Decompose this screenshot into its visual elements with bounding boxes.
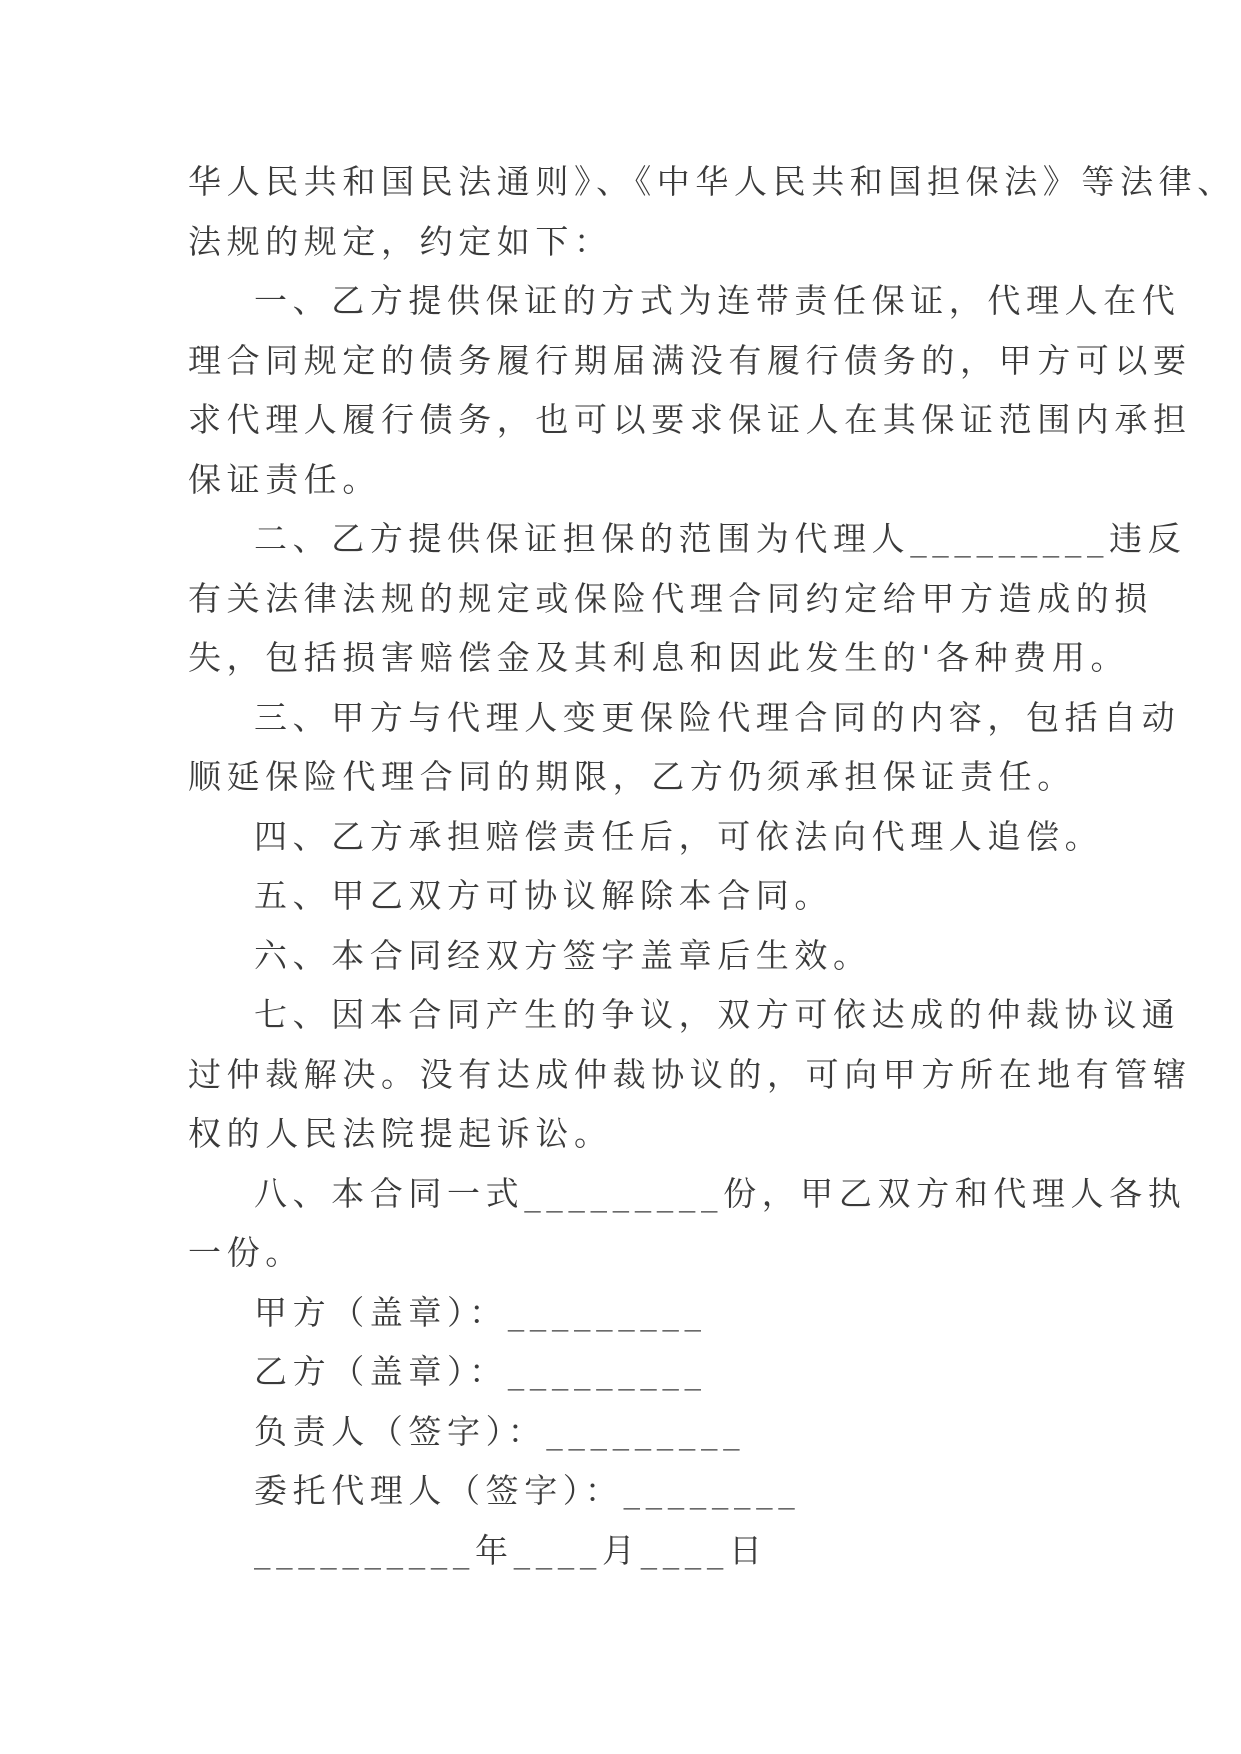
contract-body: [188, 152, 1236, 1580]
clause-4-line: 四、乙方承担赔偿责任后，可依法向代理人追偿。: [254, 816, 1104, 856]
text-line: 法规的规定，约定如下：: [188, 221, 613, 261]
clause-5-line: 五、甲乙双方可协议解除本合同。: [254, 876, 833, 915]
text-line: 有关法律法规的规定或保险代理合同约定给甲方造成的损: [188, 578, 1153, 618]
text-line: 权的人民法院提起诉讼。: [188, 1114, 613, 1153]
text-line: 求代理人履行债务，也可以要求保证人在其保证范围内承担: [188, 400, 1192, 439]
clause-1-line: 一、乙方提供保证的方式为连带责任保证，代理人在代: [254, 281, 1181, 320]
text-line: 华人民共和国民法通则》、《中华人民共和国担保法》等法律、: [188, 162, 1236, 201]
clause-3-line: 三、甲方与代理人变更保险代理合同的内容，包括自动: [254, 697, 1181, 737]
clause-8-line: 八、本合同一式_________份，甲乙双方和代理人各执: [254, 1173, 1187, 1213]
party-a-signature-line: 甲方（盖章）：_________: [254, 1292, 707, 1332]
clause-2-line: 二、乙方提供保证担保的范围为代理人_________违反: [254, 519, 1187, 558]
text-line: 失，包括损害赔偿金及其利息和因此发生的'各种费用。: [188, 638, 1130, 677]
responsible-person-signature-line: 负责人（签字）：_________: [254, 1411, 746, 1451]
text-line: 理合同规定的债务履行期届满没有履行债务的，甲方可以要: [188, 340, 1192, 380]
party-b-signature-line: 乙方（盖章）：_________: [254, 1352, 707, 1391]
text-line: 保证责任。: [188, 459, 381, 499]
text-line: 顺延保险代理合同的期限，乙方仍须承担保证责任。: [188, 757, 1076, 796]
agent-signature-line: 委托代理人（签字）：________: [254, 1471, 801, 1510]
clause-7-line: 七、因本合同产生的争议，双方可依达成的仲裁协议通: [254, 995, 1181, 1034]
text-line: 一份。: [188, 1233, 304, 1272]
text-line: 过仲裁解决。没有达成仲裁协议的，可向甲方所在地有管辖: [188, 1054, 1192, 1094]
clause-6-line: 六、本合同经双方签字盖章后生效。: [254, 935, 872, 975]
date-line: __________年____月____日: [254, 1530, 768, 1570]
